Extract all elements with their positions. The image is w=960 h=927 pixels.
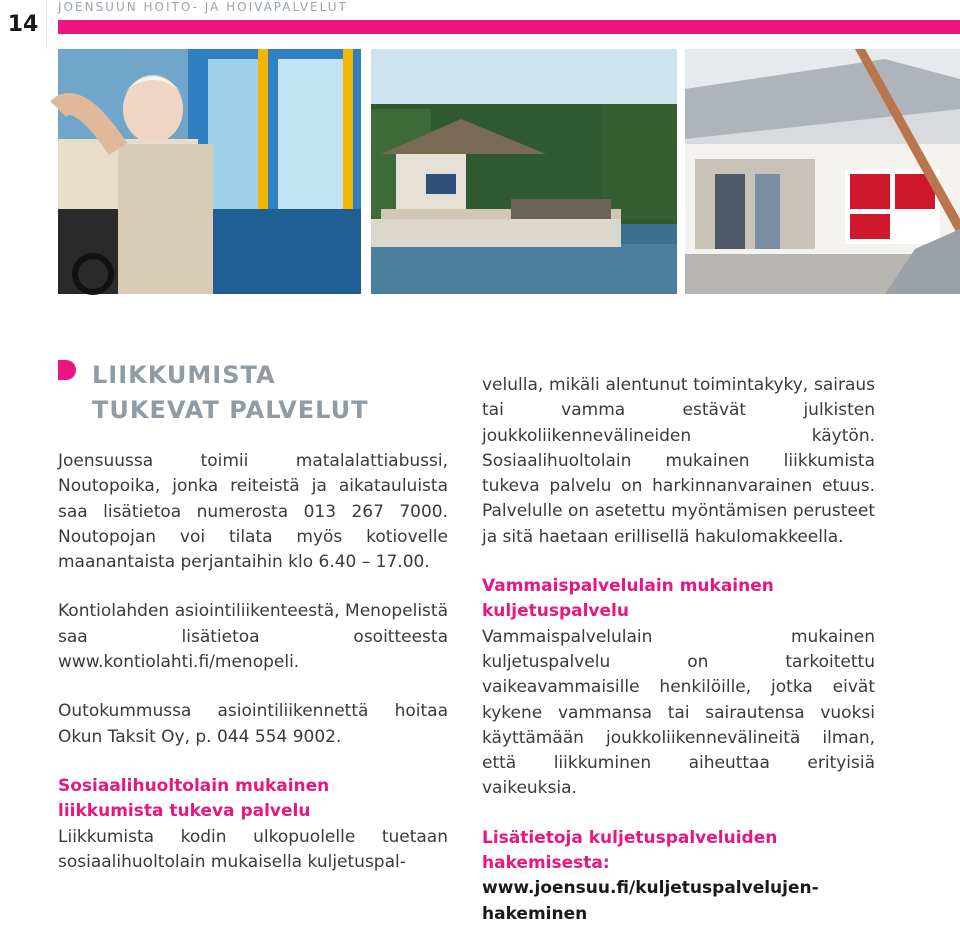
- left-column: [58, 449, 448, 875]
- subheading-lisatietoja-line2: hakemisesta:: [482, 853, 610, 874]
- photo-bus: [58, 49, 361, 294]
- subheading-sosiaalihuolto: [58, 774, 448, 825]
- section-heading-line2: TUKEVAT PALVELUT: [92, 396, 369, 424]
- paragraph-kontiolahti: Kontiolahden asiointiliikenteestä, Menopelistä saa lisätietoa osoitteesta www.kontiolahti.fi/menopeli.: [58, 601, 448, 673]
- paragraph-noutopoika: Joensuussa toimii matalalattiabussi, Noutopoika, jonka reiteistä ja aikatauluista saa lisätietoa numerosta 013 267 7000. Noutopojan voi tilata myös kotiovelle maanantaista perjantaihin klo 6.40 – 17.00.: [58, 451, 448, 573]
- subheading-lisatietoja-line1: Lisätietoja kuljetuspalveluiden: [482, 827, 778, 848]
- accent-bar: [58, 20, 960, 34]
- paragraph-outokumpu: Outokummussa asiointiliikennettä hoitaa Okun Taksit Oy, p. 044 554 9002.: [58, 701, 448, 747]
- subheading-vammaispalvelu-line1: Vammaispalvelulain mukainen: [482, 576, 774, 597]
- section-heading: [92, 358, 412, 428]
- section-heading-line1: LIIKKUMISTA: [92, 361, 276, 389]
- subheading-vammaispalvelu: [482, 574, 875, 625]
- kuljetuspalvelu-link[interactable]: www.joensuu.fi/kuljetuspalvelujen-hakeminen: [482, 878, 819, 924]
- photo-mall: [685, 49, 960, 294]
- running-head: JOENSUUN HOITO- JA HOIVAPALVELUT: [58, 0, 348, 14]
- subheading-lisatietoja: [482, 826, 875, 927]
- paragraph-vammaispalvelu: Vammaispalvelulain mukainen kuljetuspalvelu on tarkoitettu vaikeavammaisille henkilöille, jotka eivät kykene vammansa tai sairautensa vuoksi käyttämään joukkoliikennevälineitä ilman, että liikkuminen aiheuttaa erityisiä vaikeuksia.: [482, 626, 875, 799]
- paragraph-sosiaalihuolto-cont: velulla, mikäli alentunut toimintakyky, sairaus tai vamma estävät julkisten joukkoliikennevälineiden käytön. Sosiaalihuoltolain mukainen liikkumista tukeva palvelu on harkinnanvarainen etuus. Palvelulle on asetettu myöntämisen perusteet ja sitä haetaan erillisellä hakulomakkeella.: [482, 375, 875, 547]
- heading-marker: [58, 360, 76, 380]
- paragraph-sosiaalihuolto-start: Liikkumista kodin ulkopuolelle tuetaan sosiaalihuoltolain mukaisella kuljetuspal-: [58, 826, 448, 872]
- subheading-sosiaalihuolto-line2: liikkumista tukeva palvelu: [58, 801, 311, 822]
- photo-lake: [371, 49, 677, 294]
- right-column: [482, 373, 875, 927]
- page-number: 14: [0, 0, 47, 49]
- subheading-vammaispalvelu-line2: kuljetuspalvelu: [482, 601, 629, 622]
- subheading-sosiaalihuolto-line1: Sosiaalihuoltolain mukainen: [58, 775, 330, 796]
